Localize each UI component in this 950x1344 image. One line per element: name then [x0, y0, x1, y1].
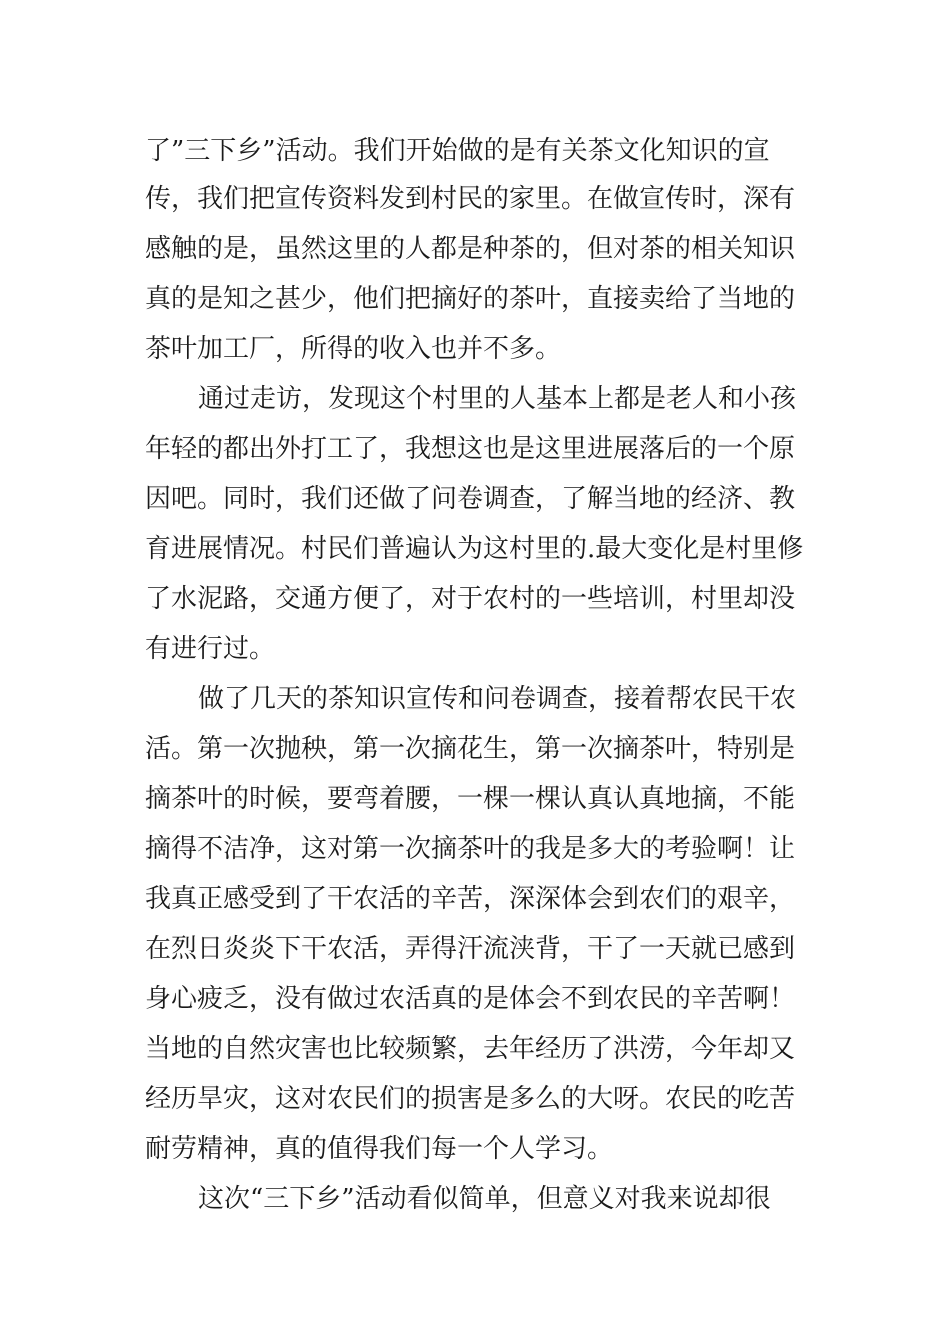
text-line: 在烈日炎炎下干农活，弄得汗流浃背，干了一天就已感到	[145, 934, 796, 964]
text-line: 了水泥路，交通方便了，对于农村的一些培训，村里却没	[145, 584, 796, 614]
paragraph-first-line: 通过走访，发现这个村里的人基本上都是老人和小孩	[198, 384, 797, 414]
text-line: 活。第一次抛秧，第一次摘花生，第一次摘茶叶，特别是	[145, 734, 796, 764]
text-line: 有进行过。	[145, 634, 276, 664]
text-line: 因吧。同时，我们还做了问卷调查，了解当地的经济、教	[145, 484, 796, 514]
text-line: 耐劳精神，真的值得我们每一个人学习。	[145, 1134, 614, 1164]
text-line: 摘茶叶的时候，要弯着腰，一棵一棵认真认真地摘，不能	[145, 784, 796, 814]
text-line: 感触的是，虽然这里的人都是种茶的，但对茶的相关知识	[145, 234, 796, 264]
text-line: 真的是知之甚少，他们把摘好的茶叶，直接卖给了当地的	[145, 284, 796, 314]
text-line: 摘得不洁净，这对第一次摘茶叶的我是多大的考验啊！让	[145, 834, 796, 864]
text-line: 我真正感受到了干农活的辛苦，深深体会到农们的艰辛，	[145, 884, 796, 914]
text-line: 育进展情况。村民们普遍认为这村里的.最大变化是村里修	[145, 534, 804, 564]
text-line: 当地的自然灾害也比较频繁，去年经历了洪涝，今年却又	[145, 1034, 796, 1064]
text-line: 经历旱灾，这对农民们的损害是多么的大呀。农民的吃苦	[145, 1084, 796, 1114]
paragraph-first-line: 做了几天的茶知识宣传和问卷调查，接着帮农民干农	[198, 684, 797, 714]
paragraph-first-line: 这次“三下乡”活动看似简单，但意义对我来说却很	[198, 1184, 771, 1214]
text-line: 年轻的都出外打工了，我想这也是这里进展落后的一个原	[145, 434, 796, 464]
text-line: 了”三下乡”活动。我们开始做的是有关茶文化知识的宣	[145, 136, 770, 166]
text-line: 茶叶加工厂，所得的收入也并不多。	[145, 334, 562, 364]
text-line: 身心疲乏，没有做过农活真的是体会不到农民的辛苦啊！	[145, 984, 796, 1014]
text-line: 传，我们把宣传资料发到村民的家里。在做宣传时，深有	[145, 184, 796, 214]
